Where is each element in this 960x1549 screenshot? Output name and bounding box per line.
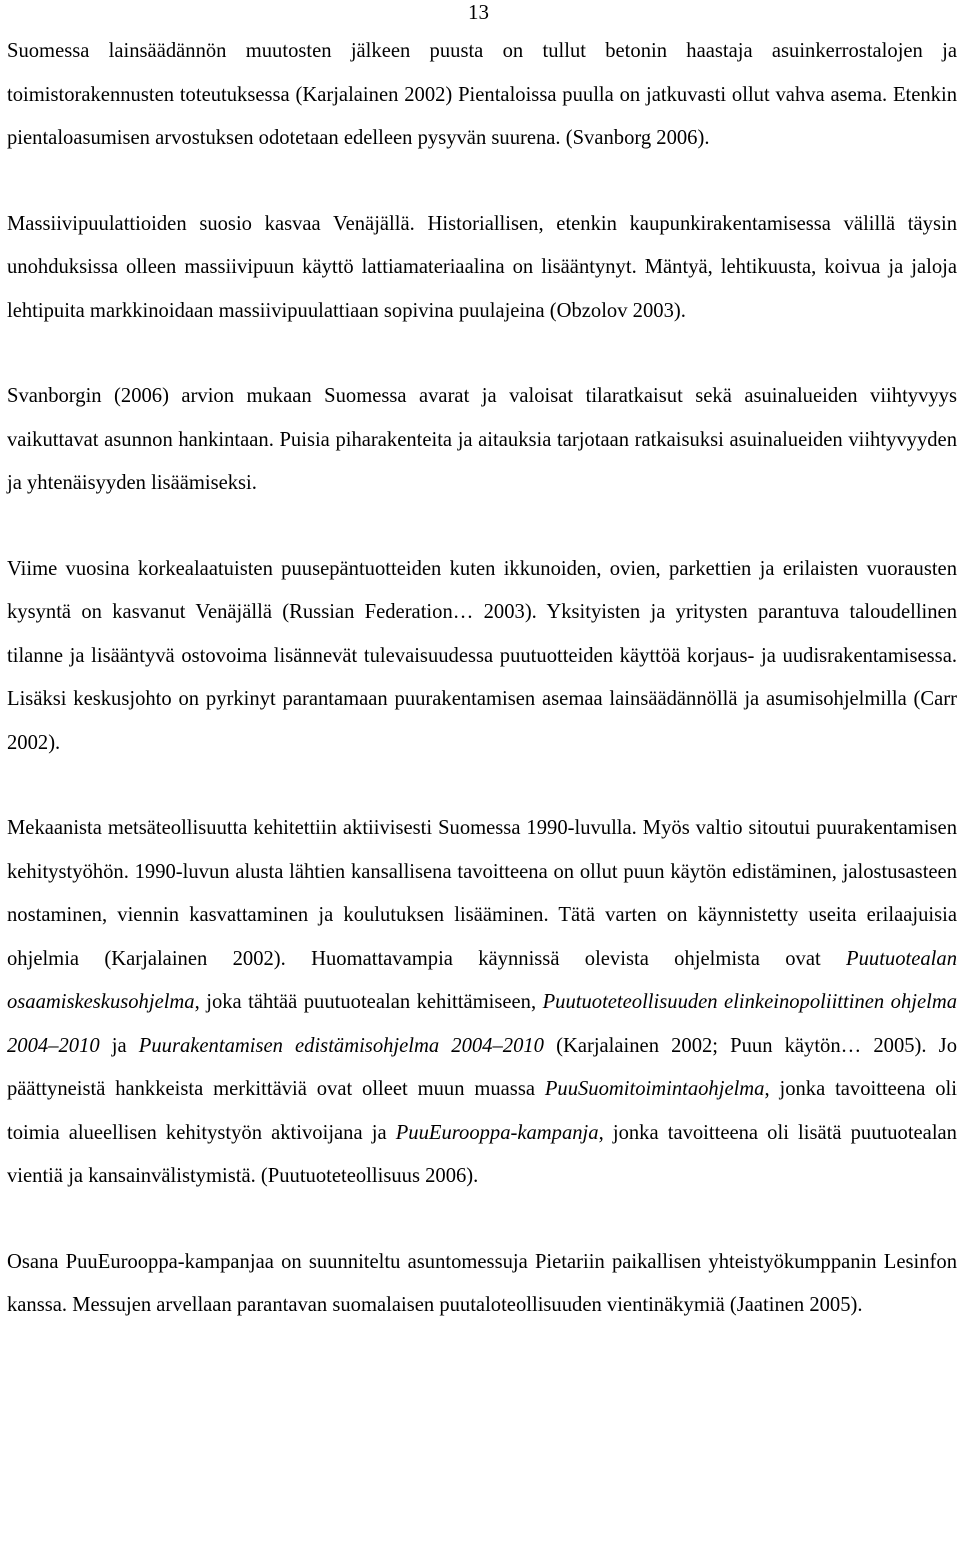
italic-title: Puutuotealan osaamiskeskusohjelma <box>7 947 957 1013</box>
document-body <box>7 30 957 1370</box>
page-number: 13 <box>468 0 489 24</box>
paragraph <box>7 375 957 506</box>
paragraph <box>7 1241 957 1328</box>
italic-title: Puurakentamisen edistämisohjelma 2004–2010 <box>138 1034 544 1057</box>
paragraph-text: , jonka tavoitteena oli lisätä puutuotealan vientiä ja kansainvälistymistä. (Puutuoteteollisuus 2006). <box>7 1121 957 1187</box>
paragraph <box>7 203 957 334</box>
paragraph-text: ja <box>99 1034 139 1057</box>
italic-title: PuuEurooppa-kampanja <box>395 1121 599 1144</box>
paragraph-text: Mekaanista metsäteollisuutta kehitettiin aktiivisesti Suomessa 1990-luvulla. Myös valtio sitoutui puurakentamisen kehitystyöhön. 1990-luvun alusta lähtien kansallisena tavoitteena on ollut puun käytön edistäminen, jalostusasteen nostaminen, viennin kasvattaminen ja koulutuksen lisääminen. Tätä varten on käynnistetty useita erilaajuisia ohjelmia (Karjalainen 2002). Huomattavampia käynnissä olevista ohjelmista ovat <box>7 817 957 970</box>
paragraph-text: (Karjalainen 2002; Puun käytön… 2005). Jo päättyneistä hankkeista merkittäviä ovat olleet muun muassa <box>7 1034 957 1100</box>
paragraph-text: Suomessa lainsäädännön muutosten jälkeen puusta on tullut betonin haastaja asuinkerrostalojen ja toimistorakennusten toteutuksessa (Karjalainen 2002) Pientaloissa puulla on jatkuvasti ollut vahva asema. Etenkin pientaloasumisen arvostuksen odotetaan edelleen pysyvän suurena. (Svanborg 2006). <box>7 40 957 149</box>
paragraph-text: Svanborgin (2006) arvion mukaan Suomessa avarat ja valoisat tilaratkaisut sekä asuinalueiden viihtyvyys vaikuttavat asunnon hankintaan. Puisia piharakenteita ja aitauksia tarjotaan ratkaisuksi asuinalueiden viihtyvyyden ja yhtenäisyyden lisäämiseksi. <box>7 385 957 494</box>
paragraph <box>7 30 957 161</box>
paragraph-text: , jonka tavoitteena oli toimia alueellisen kehitystyön aktivoijana ja <box>7 1078 957 1144</box>
italic-title: PuuSuomitoimintaohjelma <box>544 1078 765 1100</box>
paragraph <box>7 807 957 1199</box>
paragraph <box>7 548 957 766</box>
italic-title: Puutuoteteollisuuden elinkeinopoliittinen ohjelma 2004–2010 <box>7 991 957 1057</box>
paragraph-text: , joka tähtää puutuotealan kehittämiseen, <box>194 991 543 1013</box>
paragraph-text: Osana PuuEurooppa-kampanjaa on suunniteltu asuntomessuja Pietariin paikallisen yhteistyökumppanin Lesinfon kanssa. Messujen arvellaan parantavan suomalaisen puutaloteollisuuden vientinäkymiä (Jaatinen 2005). <box>7 1250 957 1316</box>
paragraph-text: Viime vuosina korkealaatuisten puusepäntuotteiden kuten ikkunoiden, ovien, parkettien ja erilaisten vuorausten kysyntä on kasvanut Venäjällä (Russian Federation… 2003). Yksityisten ja yritysten parantuva taloudellinen tilanne ja lisääntyvä ostovoima lisännevät tulevaisuudessa puutuotteiden käyttöä korjaus- ja uudisrakentamisessa. Lisäksi keskusjohto on pyrkinyt parantamaan puurakentamisen asemaa lainsäädännöllä ja asumisohjelmilla (Carr 2002). <box>7 557 957 754</box>
paragraph-text: Massiivipuulattioiden suosio kasvaa Venäjällä. Historiallisen, etenkin kaupunkirakentamisessa välillä täysin unohduksissa olleen massiivipuun käyttö lattiamateriaalina on lisääntynyt. Mäntyä, lehtikuusta, koivua ja jaloja lehtipuita markkinoidaan massiivipuulattiaan sopivina puulajeina (Obzolov 2003). <box>7 212 957 322</box>
